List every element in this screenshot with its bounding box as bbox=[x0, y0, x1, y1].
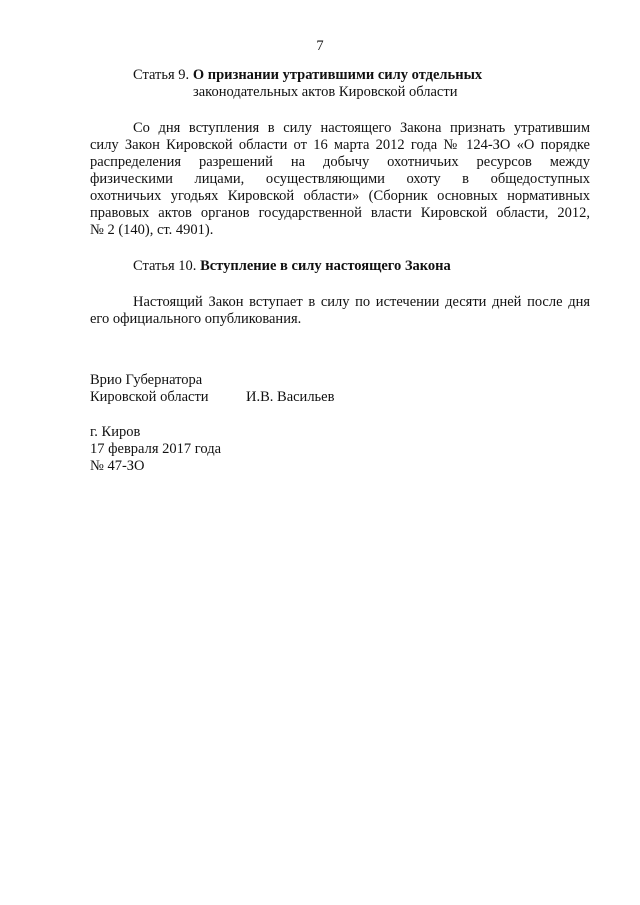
article-9-line: распределения разрешений на добычу охотничьих ресурсов между bbox=[90, 154, 590, 170]
footer-city: г. Киров bbox=[90, 424, 141, 440]
article-10-line: его официального опубликования. bbox=[90, 311, 302, 327]
article-9-title-line2: законодательных актов Кировской области bbox=[193, 84, 458, 100]
article-9-line: № 2 (140), ст. 4901). bbox=[90, 222, 214, 238]
article-9-line: Со дня вступления в силу настоящего Закона признать утратившим bbox=[133, 120, 590, 136]
article-9-line: правовых актов органов государственной власти Кировской области, 2012, bbox=[90, 205, 590, 221]
article-9-prefix: Статья 9. bbox=[133, 67, 190, 83]
signature-position-line2: Кировской области bbox=[90, 389, 209, 405]
footer-number: № 47-ЗО bbox=[90, 458, 145, 474]
signature-name: И.В. Васильев bbox=[246, 389, 335, 405]
article-10-prefix: Статья 10. bbox=[133, 258, 197, 274]
page-number: 7 bbox=[316, 38, 324, 54]
article-9-title-line1: О признании утратившими силу отдельных bbox=[192, 67, 483, 83]
article-9-heading bbox=[133, 67, 640, 84]
article-9-line: физическими лицами, осуществляющими охоту в общедоступных bbox=[90, 171, 590, 187]
article-9-line: силу Закон Кировской области от 16 марта 2012 года № 124-ЗО «О порядке bbox=[90, 137, 590, 153]
article-10-line: Настоящий Закон вступает в силу по истечении десяти дней после дня bbox=[133, 294, 590, 310]
signature-position-line1: Врио Губернатора bbox=[90, 372, 203, 388]
article-10-heading bbox=[133, 258, 640, 275]
article-9-line: охотничьих угодьях Кировской области» (Сборник основных нормативных bbox=[90, 188, 590, 204]
footer-date: 17 февраля 2017 года bbox=[90, 441, 222, 457]
article-10-title: Вступление в силу настоящего Закона bbox=[200, 258, 451, 274]
